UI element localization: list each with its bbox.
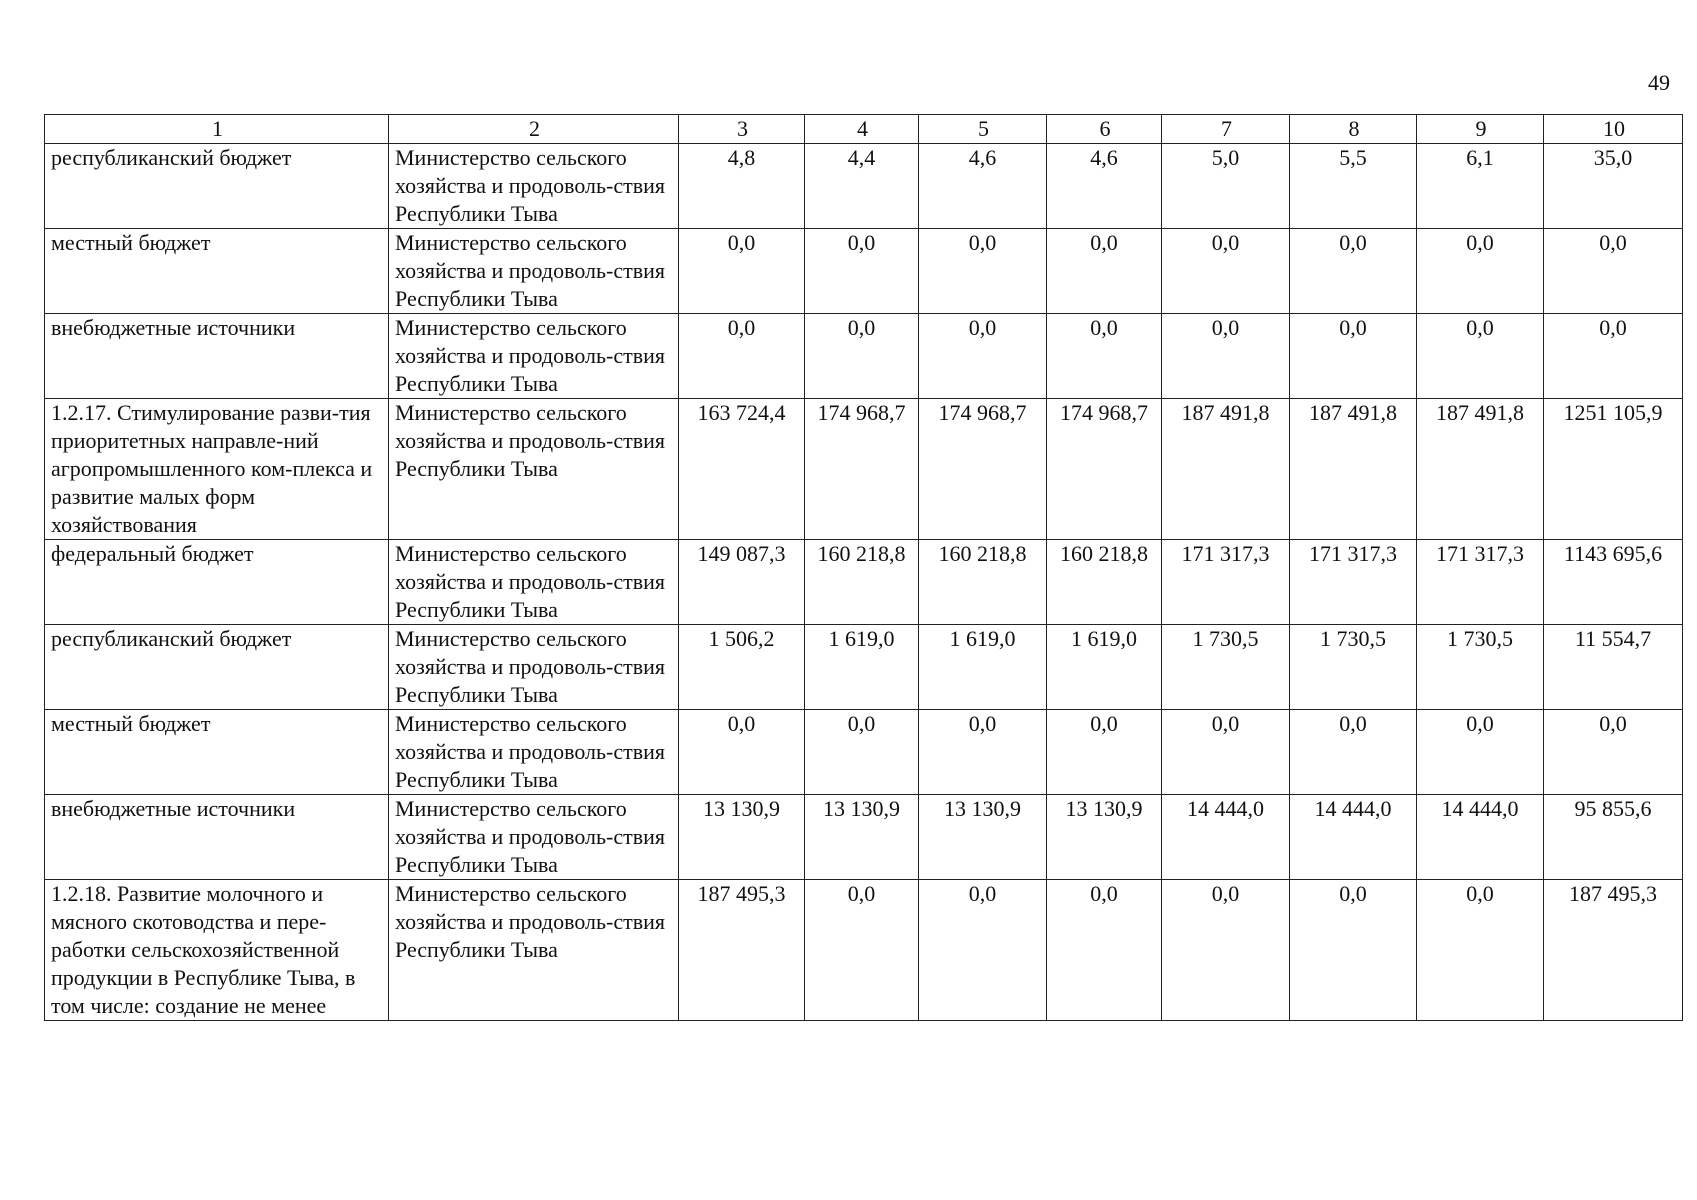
value-cell: 0,0 [1162,314,1290,399]
value-cell: 0,0 [805,314,919,399]
value-cell: 1251 105,9 [1544,399,1683,540]
value-cell: 0,0 [919,880,1047,1021]
row-executor: Министерство сельского хозяйства и продоволь-ствия Республики Тыва [389,540,679,625]
row-name: 1.2.17. Стимулирование разви-тия приоритетных направле-ний агропромышленного ком-плекса и развитие малых форм хозяйствования [45,399,389,540]
table-row [45,880,1683,1021]
value-cell: 160 218,8 [1047,540,1162,625]
value-cell: 1 619,0 [919,625,1047,710]
value-cell: 4,6 [919,144,1047,229]
value-cell: 0,0 [805,710,919,795]
row-executor: Министерство сельского хозяйства и продоволь-ствия Республики Тыва [389,399,679,540]
value-cell: 0,0 [1544,710,1683,795]
row-name: республиканский бюджет [45,144,389,229]
column-header: 1 [45,115,389,144]
table-row [45,710,1683,795]
value-cell: 174 968,7 [805,399,919,540]
value-cell: 0,0 [1162,880,1290,1021]
row-executor: Министерство сельского хозяйства и продоволь-ствия Республики Тыва [389,795,679,880]
row-name: внебюджетные источники [45,795,389,880]
value-cell: 4,8 [679,144,805,229]
value-cell: 0,0 [1290,880,1417,1021]
row-executor: Министерство сельского хозяйства и продоволь-ствия Республики Тыва [389,710,679,795]
value-cell: 0,0 [679,314,805,399]
row-name: местный бюджет [45,710,389,795]
row-name: 1.2.18. Развитие молочного и мясного скотоводства и пере-работки сельскохозяйственной продукции в Республике Тыва, в том числе: создание не менее [45,880,389,1021]
column-header: 6 [1047,115,1162,144]
value-cell: 1 619,0 [805,625,919,710]
row-executor: Министерство сельского хозяйства и продоволь-ствия Республики Тыва [389,625,679,710]
value-cell: 171 317,3 [1162,540,1290,625]
value-cell: 1 619,0 [1047,625,1162,710]
value-cell: 0,0 [1047,314,1162,399]
value-cell: 0,0 [679,229,805,314]
value-cell: 35,0 [1544,144,1683,229]
value-cell: 1143 695,6 [1544,540,1683,625]
column-header: 8 [1290,115,1417,144]
value-cell: 187 495,3 [679,880,805,1021]
value-cell: 1 730,5 [1162,625,1290,710]
value-cell: 13 130,9 [919,795,1047,880]
value-cell: 6,1 [1417,144,1544,229]
value-cell: 1 730,5 [1417,625,1544,710]
table-row [45,625,1683,710]
value-cell: 0,0 [805,880,919,1021]
row-name: федеральный бюджет [45,540,389,625]
row-name: местный бюджет [45,229,389,314]
value-cell: 187 491,8 [1162,399,1290,540]
value-cell: 0,0 [1290,710,1417,795]
value-cell: 1 506,2 [679,625,805,710]
value-cell: 171 317,3 [1290,540,1417,625]
table-row [45,144,1683,229]
column-header: 10 [1544,115,1683,144]
value-cell: 5,5 [1290,144,1417,229]
value-cell: 0,0 [919,710,1047,795]
value-cell: 0,0 [1417,710,1544,795]
value-cell: 0,0 [1047,880,1162,1021]
value-cell: 171 317,3 [1417,540,1544,625]
value-cell: 14 444,0 [1417,795,1544,880]
column-header: 9 [1417,115,1544,144]
value-cell: 4,4 [805,144,919,229]
value-cell: 149 087,3 [679,540,805,625]
value-cell: 0,0 [1290,229,1417,314]
row-name: республиканский бюджет [45,625,389,710]
value-cell: 160 218,8 [805,540,919,625]
table-row [45,399,1683,540]
row-name: внебюджетные источники [45,314,389,399]
value-cell: 187 491,8 [1290,399,1417,540]
value-cell: 14 444,0 [1290,795,1417,880]
value-cell: 174 968,7 [1047,399,1162,540]
row-executor: Министерство сельского хозяйства и продоволь-ствия Республики Тыва [389,229,679,314]
table-row [45,229,1683,314]
value-cell: 0,0 [1047,229,1162,314]
row-executor: Министерство сельского хозяйства и продоволь-ствия Республики Тыва [389,144,679,229]
value-cell: 13 130,9 [1047,795,1162,880]
row-executor: Министерство сельского хозяйства и продоволь-ствия Республики Тыва [389,314,679,399]
column-header: 7 [1162,115,1290,144]
value-cell: 95 855,6 [1544,795,1683,880]
value-cell: 14 444,0 [1162,795,1290,880]
value-cell: 0,0 [1047,710,1162,795]
value-cell: 0,0 [1417,880,1544,1021]
value-cell: 0,0 [919,229,1047,314]
value-cell: 0,0 [1417,314,1544,399]
row-executor: Министерство сельского хозяйства и продоволь-ствия Республики Тыва [389,880,679,1021]
value-cell: 1 730,5 [1290,625,1417,710]
table-row [45,540,1683,625]
value-cell: 0,0 [1544,314,1683,399]
value-cell: 163 724,4 [679,399,805,540]
header-row [45,115,1683,144]
value-cell: 13 130,9 [805,795,919,880]
value-cell: 4,6 [1047,144,1162,229]
value-cell: 11 554,7 [1544,625,1683,710]
column-header: 4 [805,115,919,144]
table-row [45,314,1683,399]
column-header: 5 [919,115,1047,144]
value-cell: 5,0 [1162,144,1290,229]
budget-table [44,114,1683,1021]
value-cell: 0,0 [805,229,919,314]
value-cell: 13 130,9 [679,795,805,880]
value-cell: 187 491,8 [1417,399,1544,540]
column-header: 3 [679,115,805,144]
value-cell: 0,0 [1162,229,1290,314]
value-cell: 0,0 [1417,229,1544,314]
page-number: 49 [1648,70,1670,95]
table-row [45,795,1683,880]
value-cell: 0,0 [679,710,805,795]
column-header: 2 [389,115,679,144]
value-cell: 0,0 [1162,710,1290,795]
value-cell: 160 218,8 [919,540,1047,625]
value-cell: 0,0 [1544,229,1683,314]
value-cell: 0,0 [919,314,1047,399]
value-cell: 0,0 [1290,314,1417,399]
value-cell: 174 968,7 [919,399,1047,540]
value-cell: 187 495,3 [1544,880,1683,1021]
